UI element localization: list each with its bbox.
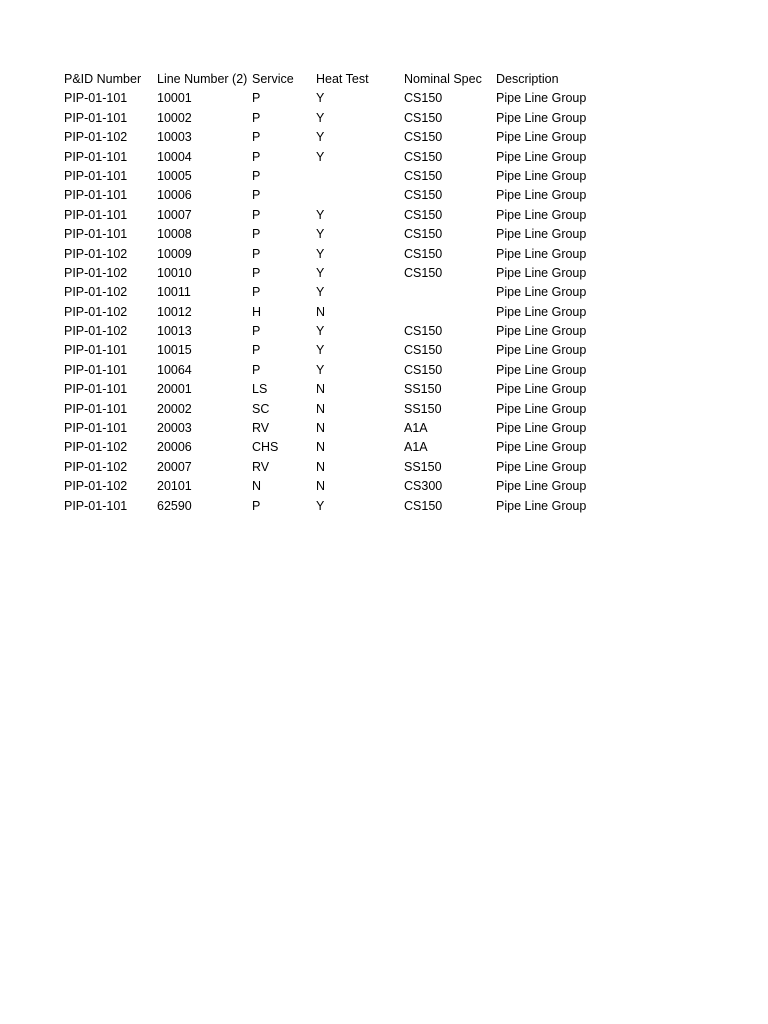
heat-test-cell: N: [316, 459, 326, 474]
line-number-cell: 10007: [157, 207, 192, 222]
heat-test-cell: Y: [316, 343, 325, 358]
line-number-cell: 10013: [157, 324, 192, 339]
service-cell: P: [252, 91, 261, 106]
nominal-spec-cell: CS150: [404, 149, 443, 164]
line-number-cell: 10001: [157, 91, 192, 106]
nominal-spec-cell: CS150: [404, 188, 443, 203]
table-row: [64, 186, 616, 205]
table-row: [64, 438, 616, 457]
nominal-spec-cell: CS150: [404, 498, 443, 513]
description-cell: Pipe Line Group: [496, 440, 587, 455]
line-number-cell: 10005: [157, 168, 192, 183]
service-cell: P: [252, 343, 261, 358]
description-cell: Pipe Line Group: [496, 498, 587, 513]
pid-number-cell: PIP-01-101: [64, 401, 128, 416]
nominal-spec-cell: CS150: [404, 130, 443, 145]
line-number-cell: 10004: [157, 149, 192, 164]
pid-number-cell: PIP-01-101: [64, 498, 128, 513]
description-cell: Pipe Line Group: [496, 227, 587, 242]
service-cell: P: [252, 265, 261, 280]
heat-test-cell: Y: [316, 110, 325, 125]
pid-number-cell: PIP-01-101: [64, 362, 128, 377]
heat-test-cell: N: [316, 382, 326, 397]
description-cell: Pipe Line Group: [496, 304, 587, 319]
nominal-spec-cell: CS150: [404, 343, 443, 358]
nominal-spec-cell: CS300: [404, 479, 443, 494]
pid-number-cell: PIP-01-101: [64, 227, 128, 242]
pid-number-cell: PIP-01-101: [64, 91, 128, 106]
heat-test-cell: Y: [316, 207, 325, 222]
service-cell: N: [252, 479, 262, 494]
nominal-spec-cell: CS150: [404, 91, 443, 106]
heat-test-cell: Y: [316, 246, 325, 261]
pid-number-cell: PIP-01-102: [64, 130, 128, 145]
service-cell: P: [252, 285, 261, 300]
line-number-cell: 10006: [157, 188, 192, 203]
service-cell: LS: [252, 382, 268, 397]
pid-number-cell: PIP-01-101: [64, 110, 128, 125]
nominal-spec-cell: SS150: [404, 382, 442, 397]
header-service: Service: [252, 71, 294, 86]
table-row: [64, 225, 616, 244]
table-row: [64, 283, 616, 302]
service-cell: P: [252, 207, 261, 222]
table-row: [64, 128, 616, 147]
line-number-cell: 20007: [157, 459, 192, 474]
description-cell: Pipe Line Group: [496, 285, 587, 300]
pid-number-cell: PIP-01-102: [64, 440, 128, 455]
service-cell: P: [252, 246, 261, 261]
description-cell: Pipe Line Group: [496, 168, 587, 183]
line-number-cell: 10012: [157, 304, 192, 319]
description-cell: Pipe Line Group: [496, 149, 587, 164]
pid-number-cell: PIP-01-101: [64, 168, 128, 183]
table-row: [64, 380, 616, 399]
table-row: [64, 167, 616, 186]
nominal-spec-cell: A1A: [404, 440, 428, 455]
heat-test-cell: Y: [316, 91, 325, 106]
pid-number-cell: PIP-01-101: [64, 207, 128, 222]
heat-test-cell: Y: [316, 265, 325, 280]
heat-test-cell: N: [316, 304, 326, 319]
table-header-row: [64, 70, 616, 89]
heat-test-cell: Y: [316, 324, 325, 339]
service-cell: P: [252, 324, 261, 339]
nominal-spec-cell: SS150: [404, 401, 442, 416]
header-pid-number: P&ID Number: [64, 71, 142, 86]
service-cell: P: [252, 168, 261, 183]
table-row: [64, 419, 616, 438]
service-cell: CHS: [252, 440, 279, 455]
description-cell: Pipe Line Group: [496, 401, 587, 416]
description-cell: Pipe Line Group: [496, 382, 587, 397]
data-table: [64, 70, 616, 516]
heat-test-cell: N: [316, 421, 326, 436]
description-cell: Pipe Line Group: [496, 110, 587, 125]
description-cell: Pipe Line Group: [496, 246, 587, 261]
pid-number-cell: PIP-01-101: [64, 149, 128, 164]
line-number-cell: 10002: [157, 110, 192, 125]
heat-test-cell: N: [316, 479, 326, 494]
heat-test-cell: Y: [316, 227, 325, 242]
line-number-cell: 62590: [157, 498, 192, 513]
nominal-spec-cell: CS150: [404, 227, 443, 242]
service-cell: P: [252, 188, 261, 203]
header-line-number: Line Number (2): [157, 71, 248, 86]
table-row: [64, 497, 616, 516]
table-row: [64, 322, 616, 341]
heat-test-cell: N: [316, 401, 326, 416]
table-row: [64, 341, 616, 360]
line-number-cell: 10015: [157, 343, 192, 358]
line-number-cell: 20101: [157, 479, 192, 494]
description-cell: Pipe Line Group: [496, 188, 587, 203]
heat-test-cell: Y: [316, 498, 325, 513]
nominal-spec-cell: CS150: [404, 324, 443, 339]
line-number-cell: 10003: [157, 130, 192, 145]
pid-number-cell: PIP-01-101: [64, 382, 128, 397]
pid-number-cell: PIP-01-102: [64, 459, 128, 474]
line-number-cell: 20001: [157, 382, 192, 397]
pid-number-cell: PIP-01-101: [64, 343, 128, 358]
pid-number-cell: PIP-01-102: [64, 285, 128, 300]
nominal-spec-cell: CS150: [404, 110, 443, 125]
nominal-spec-cell: CS150: [404, 207, 443, 222]
heat-test-cell: Y: [316, 285, 325, 300]
service-cell: H: [252, 304, 262, 319]
header-nominal-spec: Nominal Spec: [404, 71, 482, 86]
service-cell: P: [252, 362, 261, 377]
description-cell: Pipe Line Group: [496, 343, 587, 358]
pid-number-cell: PIP-01-101: [64, 188, 128, 203]
header-description: Description: [496, 71, 559, 86]
line-number-cell: 20002: [157, 401, 192, 416]
line-number-cell: 10010: [157, 265, 192, 280]
header-heat-test: Heat Test: [316, 71, 369, 86]
description-cell: Pipe Line Group: [496, 479, 587, 494]
nominal-spec-cell: SS150: [404, 459, 442, 474]
description-cell: Pipe Line Group: [496, 265, 587, 280]
table-row: [64, 148, 616, 167]
description-cell: Pipe Line Group: [496, 459, 587, 474]
service-cell: RV: [252, 459, 270, 474]
heat-test-cell: Y: [316, 130, 325, 145]
service-cell: P: [252, 110, 261, 125]
pid-number-cell: PIP-01-102: [64, 304, 128, 319]
service-cell: P: [252, 498, 261, 513]
line-number-cell: 10009: [157, 246, 192, 261]
service-cell: RV: [252, 421, 270, 436]
service-cell: SC: [252, 401, 270, 416]
heat-test-cell: Y: [316, 149, 325, 164]
pid-number-cell: PIP-01-102: [64, 265, 128, 280]
table-row: [64, 109, 616, 128]
heat-test-cell: N: [316, 440, 326, 455]
nominal-spec-cell: CS150: [404, 246, 443, 261]
description-cell: Pipe Line Group: [496, 324, 587, 339]
description-cell: Pipe Line Group: [496, 421, 587, 436]
table-row: [64, 303, 616, 322]
table-row: [64, 477, 616, 496]
description-cell: Pipe Line Group: [496, 362, 587, 377]
pid-number-cell: PIP-01-102: [64, 479, 128, 494]
nominal-spec-cell: A1A: [404, 421, 428, 436]
line-number-cell: 10064: [157, 362, 192, 377]
description-cell: Pipe Line Group: [496, 91, 587, 106]
service-cell: P: [252, 149, 261, 164]
service-cell: P: [252, 130, 261, 145]
pid-number-cell: PIP-01-101: [64, 421, 128, 436]
description-cell: Pipe Line Group: [496, 130, 587, 145]
service-cell: P: [252, 227, 261, 242]
pid-number-cell: PIP-01-102: [64, 246, 128, 261]
nominal-spec-cell: CS150: [404, 362, 443, 377]
heat-test-cell: Y: [316, 362, 325, 377]
nominal-spec-cell: CS150: [404, 168, 443, 183]
table-row: [64, 458, 616, 477]
nominal-spec-cell: CS150: [404, 265, 443, 280]
table-row: [64, 264, 616, 283]
description-cell: Pipe Line Group: [496, 207, 587, 222]
table-row: [64, 361, 616, 380]
pid-number-cell: PIP-01-102: [64, 324, 128, 339]
line-number-cell: 10011: [157, 285, 191, 300]
line-number-cell: 20006: [157, 440, 192, 455]
table-body: [64, 89, 616, 516]
line-number-cell: 20003: [157, 421, 192, 436]
line-number-cell: 10008: [157, 227, 192, 242]
table-row: [64, 400, 616, 419]
table-row: [64, 89, 616, 108]
table-row: [64, 245, 616, 264]
table-row: [64, 206, 616, 225]
